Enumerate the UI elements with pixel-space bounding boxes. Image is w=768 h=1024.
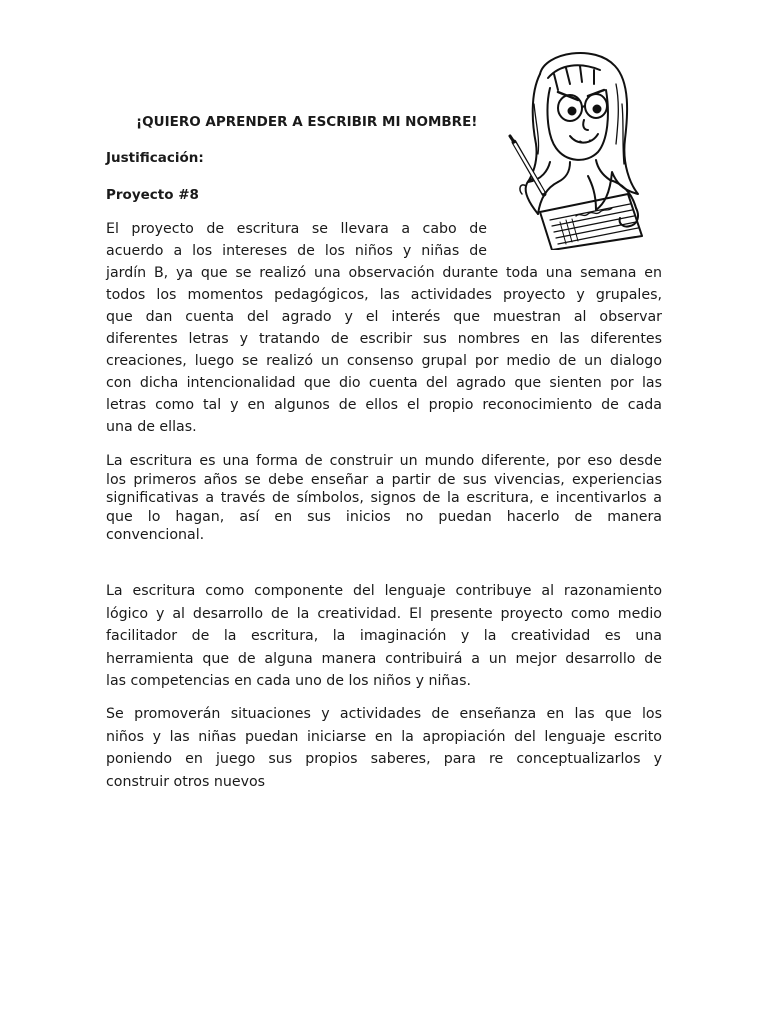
paragraph-2-line: que lo hagan, así en sus inicios no puedan hacerlo de manera bbox=[106, 508, 662, 525]
paragraph-3-line: facilitador de la escritura, la imaginación y la creatividad es una bbox=[106, 628, 662, 644]
heading-proyecto: Proyecto #8 bbox=[106, 187, 199, 203]
paragraph-2 bbox=[106, 452, 662, 545]
paragraph-2-line: convencional. bbox=[106, 527, 205, 543]
paragraph-1-line: acuerdo a los intereses de los niños y niñas de bbox=[106, 243, 487, 259]
paragraph-3-line: La escritura como componente del lenguaje contribuye al razonamiento bbox=[106, 583, 662, 599]
paragraph-4-line: poniendo en juego sus propios saberes, para re conceptualizarlos y bbox=[106, 751, 662, 767]
paragraph-1-line: jardín B, ya que se realizó una observación durante toda una semana en bbox=[106, 265, 662, 281]
document-title: ¡QUIERO APRENDER A ESCRIBIR MI NOMBRE! bbox=[136, 114, 478, 130]
paragraph-2-line: La escritura es una forma de construir un mundo diferente, por eso desde bbox=[106, 453, 662, 469]
paragraph-4-line: Se promoverán situaciones y actividades de enseñanza en las que los bbox=[106, 706, 662, 722]
paragraph-1-line: creaciones, luego se realizó un consenso grupal por medio de un dialogo bbox=[106, 353, 662, 369]
paragraph-1-line: una de ellas. bbox=[106, 419, 197, 435]
paragraph-1-line: todos los momentos pedagógicos, las actividades proyecto y grupales, bbox=[106, 287, 662, 303]
paragraph-4-line: niños y las niñas puedan iniciarse en la apropiación del lenguaje escrito bbox=[106, 728, 662, 745]
paragraph-1-line: letras como tal y en algunos de ellos el propio reconocimiento de cada bbox=[106, 397, 662, 413]
paragraph-4-line: construir otros nuevos bbox=[106, 773, 266, 790]
paragraph-2-line: los primeros años se debe enseñar a partir de sus vivencias, experiencias bbox=[106, 471, 662, 488]
paragraph-1-line: diferentes letras y tratando de escribir sus nombres en las diferentes bbox=[106, 331, 662, 347]
paragraph-2-line: significativas a través de símbolos, signos de la escritura, e incentivarlos a bbox=[106, 490, 662, 506]
paragraph-3 bbox=[106, 580, 662, 693]
paragraph-1-line: que dan cuenta del agrado y el interés que muestran al observar bbox=[106, 309, 662, 325]
paragraph-1-line: El proyecto de escritura se llevara a cabo de bbox=[106, 221, 487, 237]
paragraph-3-line: lógico y al desarrollo de la creatividad. El presente proyecto como medio bbox=[106, 605, 662, 622]
paragraph-1 bbox=[106, 218, 662, 438]
paragraph-4 bbox=[106, 703, 662, 793]
paragraph-1-line: con dicha intencionalidad que dio cuenta del agrado que sienten por las bbox=[106, 375, 662, 391]
heading-justificacion: Justificación: bbox=[106, 150, 204, 166]
paragraph-3-line: herramienta que de alguna manera contribuirá a un mejor desarrollo de bbox=[106, 650, 662, 667]
paragraph-3-line: las competencias en cada uno de los niños y niñas. bbox=[106, 673, 472, 689]
